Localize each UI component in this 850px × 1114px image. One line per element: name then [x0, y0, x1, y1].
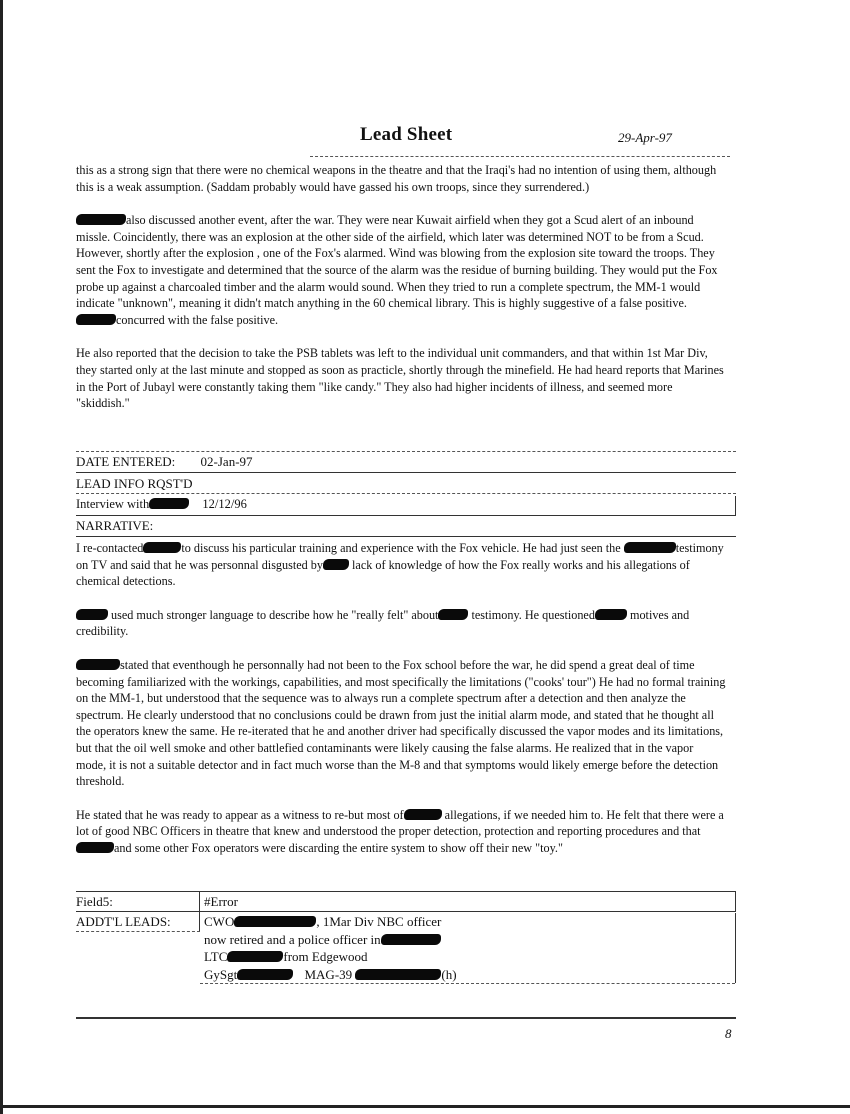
footer-rule — [76, 1017, 736, 1019]
redaction — [234, 916, 316, 927]
redaction — [76, 214, 126, 225]
divider — [76, 493, 736, 494]
box-edge — [735, 496, 736, 516]
divider — [200, 983, 735, 984]
redaction — [227, 951, 283, 962]
redaction — [76, 842, 114, 853]
addtl-leads-label: ADDT'L LEADS: — [76, 914, 171, 929]
divider — [76, 931, 200, 932]
redaction — [624, 542, 676, 553]
redaction — [76, 609, 108, 620]
header-date: 29-Apr-97 — [618, 130, 672, 145]
redaction — [381, 934, 441, 945]
paragraph: I re-contacted to discuss his particular training and experience with the Fox vehicle. He had just seen the testimony on TV and said that he was personnal disgusted by lack of knowledge of how the Fox really works and his allegations of chemical detections. — [76, 541, 724, 589]
field5-row — [76, 894, 238, 910]
box-edge — [735, 913, 736, 983]
narrative-continued — [76, 162, 726, 412]
divider — [76, 891, 736, 892]
date-entered-row — [76, 454, 253, 470]
addtl-leads-list — [204, 913, 457, 983]
date-entered-label: DATE ENTERED: — [76, 454, 176, 469]
redaction — [76, 314, 116, 325]
scan-edge-left — [0, 0, 3, 1114]
redaction — [237, 969, 293, 980]
field5-label: Field5: — [76, 894, 113, 909]
lead-info-label: LEAD INFO RQST'D — [76, 476, 193, 491]
paragraph: He stated that he was ready to appear as a witness to re-but most of allegations, if we needed him to. He felt that there were a lot of good NBC Officers in theatre that knew and understood the proper detection, protection and reporting procedures and thatand some other Fox operators were discarding the entire system to show off their new "toy." — [76, 807, 724, 855]
paragraph: used much stronger language to describe how he "really felt" about testimony. He questioned motives and credibility. — [76, 607, 690, 639]
lead-item: now retired and a police officer in — [204, 931, 457, 949]
divider — [76, 911, 736, 912]
paragraph: stated that eventhough he personnally had not been to the Fox school before the war, he did spend a great deal of time becoming familiarized with the workings, capabilities, and most specifically the limitations ("cooks' tour") He had no formal training on the MM-1, but understood that the sequence was to always run a complete spectrum after a detection and then analyze the spectrum. He clearly understood that no conclusions could be drawn from just the initial alarm mode, and stated that he thought all the operators knew the same. He re-iterated that he and another driver had specifically discussed the vapor modes and its limitations, but that the oil well smoke and other battlefied contaminants were likely causing the false alarms. He realized that in the vapor mode, it is not a suitable detector and in fact much worse than the M-8 and that symptoms would likely emerge before the detection threshold. — [76, 657, 726, 789]
narrative-body — [76, 540, 726, 857]
divider — [76, 451, 736, 452]
narrative-label: NARRATIVE: — [76, 518, 154, 533]
field5-value: #Error — [204, 894, 238, 909]
redaction — [149, 498, 189, 509]
divider — [76, 515, 736, 516]
column-divider — [199, 891, 200, 931]
date-entered-value: 02-Jan-97 — [200, 454, 253, 469]
page-title: Lead Sheet — [360, 124, 453, 145]
scan-edge-bottom — [0, 1105, 850, 1108]
divider — [76, 472, 736, 473]
interview-row: Interview with 12/12/96 — [76, 497, 247, 511]
lead-item: GySgt MAG-39 (h) — [204, 966, 457, 982]
redaction — [355, 969, 441, 980]
box-edge — [735, 891, 736, 911]
redaction — [323, 559, 349, 570]
redaction — [595, 609, 627, 620]
lead-item: LTC from Edgewood — [204, 949, 368, 964]
header-dashed-rule — [310, 156, 730, 157]
divider — [76, 536, 736, 537]
paragraph: also discussed another event, after the war. They were near Kuwait airfield when they got a Scud alert of an inbound missle. Coincidently, there was an explosion at the other side of the airfield, which later was determined NOT to be from a Scud. However, shortly after the explosion , one of the Fox's alarmed. Wind was blowing from the explosion site toward the troops. They sent the Fox to investigate and determined that the source of the alarm was the residue of burning building. They would put the Fox probe up against a charcoaled timber and the alarm would sound. When they tried to run a complete spectrum, the MM-1 would indicate "unknown", meaning it didn't match anything in the 60 chemical library. This is highly suggestive of a false positive. concurred with the false positive. — [76, 213, 718, 327]
redaction — [76, 659, 120, 670]
lead-item: CWO , 1Mar Div NBC officer — [204, 914, 442, 929]
paragraph: He also reported that the decision to take the PSB tablets was left to the individual unit commanders, and that within 1st Mar Div, they started only at the last minute and stopped as soon as practicle, shortly through the minefield. He had heard reports that Marines in the Port of Jubayl were constantly taking them "like candy." They also had higher incidents of illness, and seemed more "skiddish." — [76, 346, 724, 411]
redaction — [438, 609, 468, 620]
redaction — [404, 809, 442, 820]
paragraph: this as a strong sign that there were no chemical weapons in the theatre and that the Iraqi's had no intention of using them, although this is a weak assumption. (Saddam probably would have gassed his own troops, since they surrendered.) — [76, 163, 717, 194]
redaction — [143, 542, 181, 553]
page-number: 8 — [725, 1026, 732, 1041]
interview-date: 12/12/96 — [202, 497, 247, 511]
